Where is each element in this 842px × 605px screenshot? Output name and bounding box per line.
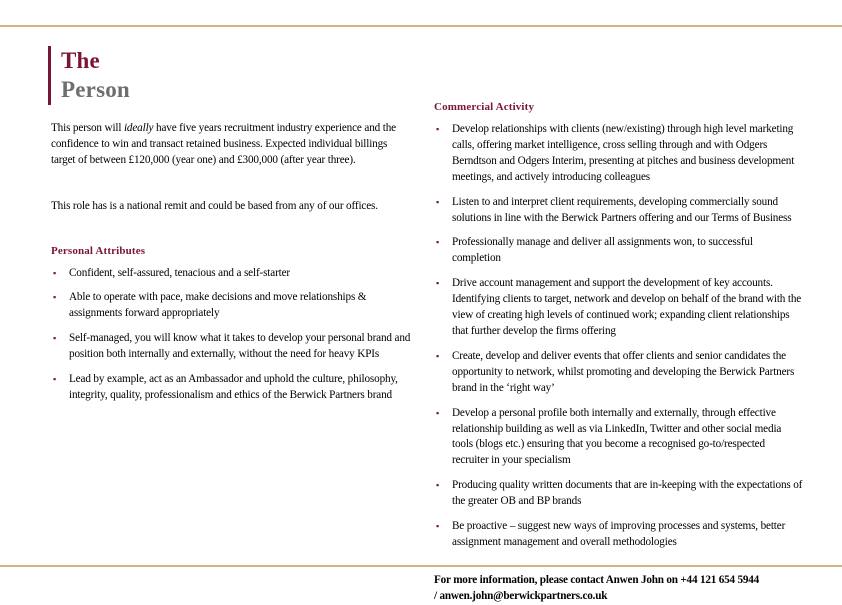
square-bullet-icon: ▪ <box>436 407 440 418</box>
square-bullet-icon: ▪ <box>53 374 57 385</box>
personal-attributes-heading: Personal Attributes <box>51 244 146 257</box>
list-item-text: Be proactive – suggest new ways of improving processes and systems, better assignment management and overall methodologies <box>452 520 786 548</box>
list-item <box>51 266 413 282</box>
square-bullet-icon: ▪ <box>53 267 57 278</box>
list-item-text: Confident, self-assured, tenacious and a self-starter <box>69 266 291 279</box>
page-title-line-1: The <box>61 48 100 73</box>
square-bullet-icon: ▪ <box>436 196 440 207</box>
list-item-text: Listen to and interpret client requirements, developing commercially sound solutions in line with the Berwick Partners offering and our Terms of Business <box>452 195 792 224</box>
right-column <box>434 101 804 605</box>
paragraph-spacer-2 <box>51 221 413 245</box>
square-bullet-icon: ▪ <box>436 124 440 134</box>
list-item-text: Producing quality written documents that are in-keeping with the expectations of the greater OB and BP brands <box>452 479 803 508</box>
commercial-activity-heading: Commercial Activity <box>434 101 535 113</box>
contact-email-line: / anwen.john@berwickpartners.co.uk <box>434 589 608 602</box>
top-divider-rule <box>0 25 842 27</box>
list-item-text: Able to operate with pace, make decisions and move relationships & assignments forward appropriately <box>69 291 367 320</box>
contact-phone-line: For more information, please contact Anwen John on +44 121 654 5944 <box>434 573 760 586</box>
list-item <box>434 195 804 227</box>
list-item <box>51 372 413 404</box>
page-title-line-2: Person <box>61 77 130 103</box>
square-bullet-icon: ▪ <box>53 333 57 344</box>
list-item <box>434 519 804 551</box>
intro-paragraph-1-after: have five years recruitment industry experience and the confidence to win and transact retained business. Expected individual billings target of between £120,000 (year one) and £300,000 (after year three). <box>51 122 396 167</box>
page-title <box>48 46 130 105</box>
square-bullet-icon: ▪ <box>53 292 57 303</box>
list-item <box>434 478 804 510</box>
intro-paragraph-1-before: This person will <box>51 122 124 134</box>
list-item <box>51 331 413 363</box>
square-bullet-icon: ▪ <box>436 350 440 361</box>
list-item <box>434 349 804 397</box>
list-item <box>51 290 413 322</box>
contact-information <box>434 573 804 605</box>
list-item-text: Professionally manage and deliver all assignments won, to successful completion <box>452 236 753 265</box>
list-item-text: Self-managed, you will know what it takes to develop your personal brand and position both internally and externally, without the need for heavy KPIs <box>69 332 411 361</box>
square-bullet-icon: ▪ <box>436 237 440 248</box>
personal-attributes-list <box>51 266 413 404</box>
list-item <box>434 276 804 340</box>
list-item-text: Lead by example, act as an Ambassador and uphold the culture, philosophy, integrity, quality, professionalism and ethics of the Berwick Partners brand <box>69 373 398 401</box>
paragraph-spacer <box>51 174 413 198</box>
intro-paragraph-2: This role has is a national remit and could be based from any of our offices. <box>51 200 378 213</box>
list-item <box>434 406 804 470</box>
list-item <box>434 122 804 186</box>
list-item-text: Develop relationships with clients (new/existing) through high level marketing calls, offering market intelligence, cross selling through and with Odgers Berndtson and Odgers Interim, presenting at pitches and business development meetings, and actively introducing colleagues <box>452 123 795 183</box>
intro-paragraph-1-emphasis: ideally <box>123 122 154 134</box>
square-bullet-icon: ▪ <box>436 480 440 491</box>
square-bullet-icon: ▪ <box>436 278 440 289</box>
list-item-text: Create, develop and deliver events that offer clients and senior candidates the opportunity to network, whilst promoting and developing the Berwick Partners brand in the ‘right way’ <box>452 349 795 394</box>
list-item-text: Drive account management and support the development of key accounts. Identifying clients to target, network and develop on behalf of the brand with the view of creating high levels of continued work; expanding client relationships that further develop the firms offering <box>452 277 802 337</box>
intro-paragraph-1 <box>51 120 413 168</box>
square-bullet-icon: ▪ <box>436 521 440 532</box>
list-item <box>434 235 804 267</box>
left-column <box>51 120 413 413</box>
commercial-activity-list <box>434 122 804 551</box>
list-item-text: Develop a personal profile both internally and externally, through effective relationship building as well as via LinkedIn, Twitter and other social media tools (blogs etc.) ensuring that you become a recognised go-to/respected recruiter in your specialism <box>452 406 782 467</box>
